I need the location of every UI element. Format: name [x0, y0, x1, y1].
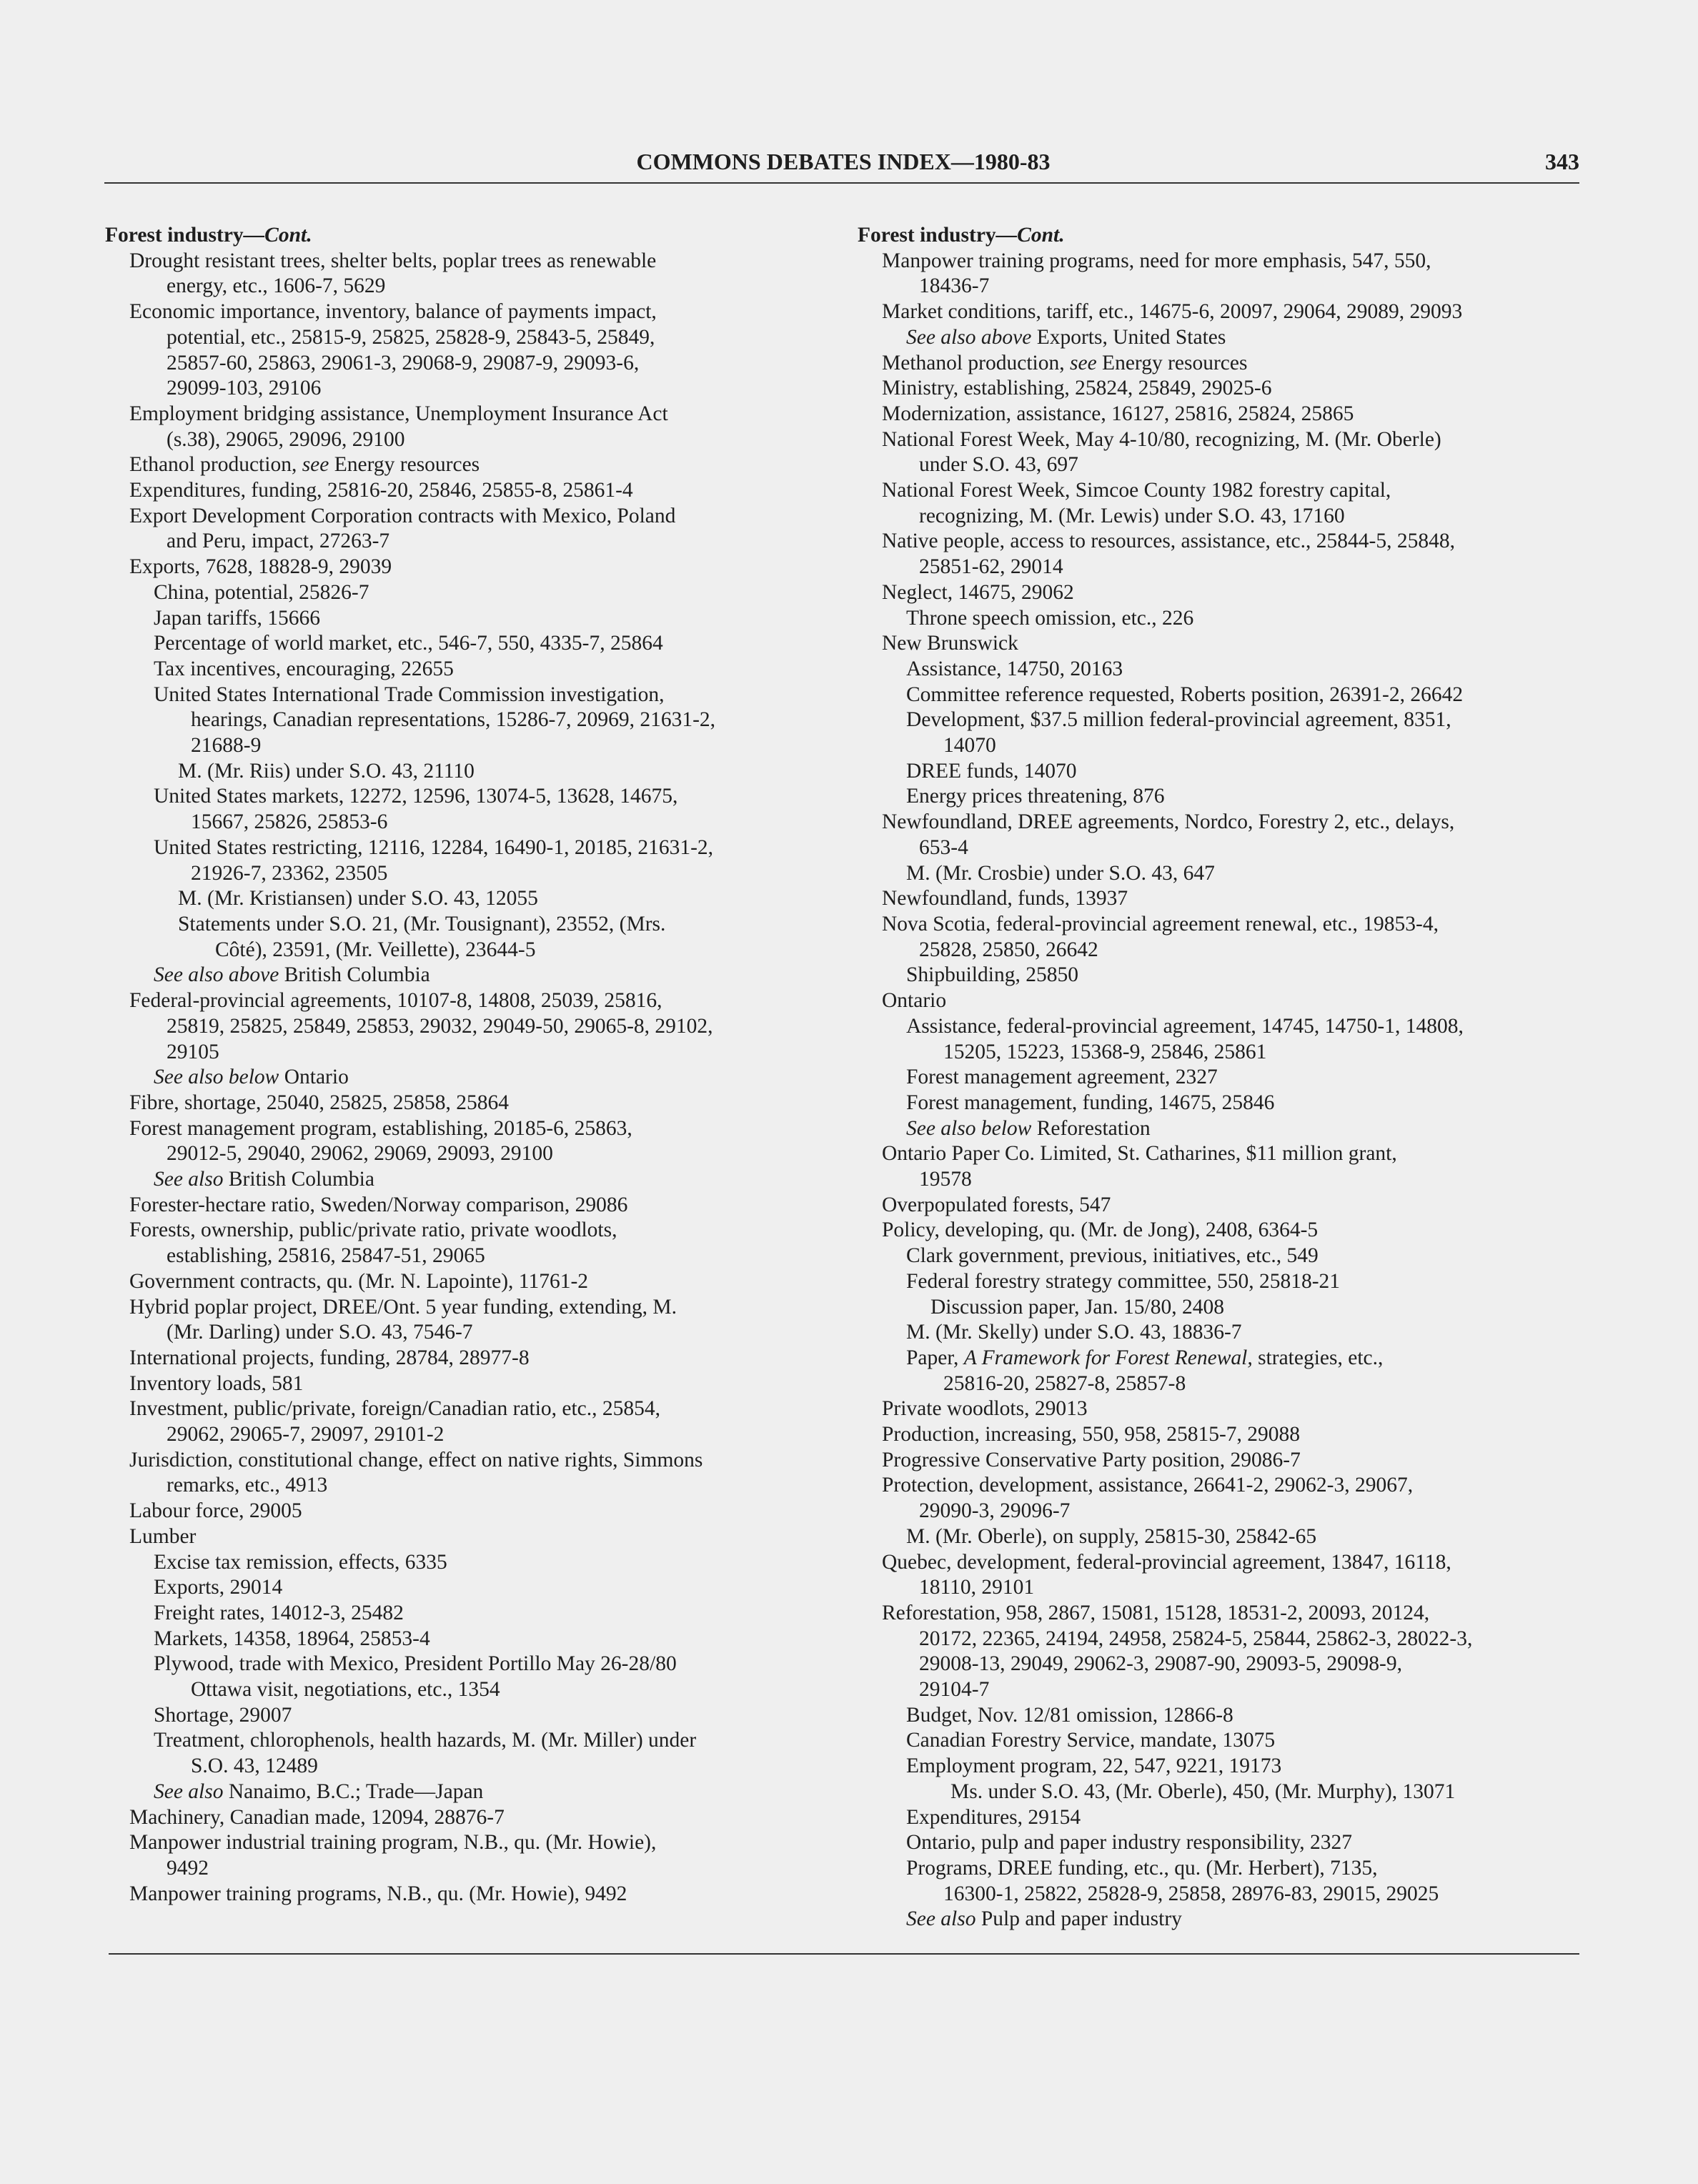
right-index-column	[858, 223, 1583, 1932]
entry-text: Hybrid poplar project, DREE/Ont. 5 year funding, extending, M.	[129, 1295, 677, 1319]
entry-italic-text: See also	[154, 1780, 224, 1803]
index-entry-line	[105, 1550, 834, 1576]
entry-text: Development, $37.5 million federal-provincial agreement, 8351,	[906, 708, 1451, 732]
entry-text: Methanol production,	[882, 351, 1070, 374]
index-entry-line	[105, 938, 834, 963]
entry-text: Statements under S.O. 21, (Mr. Tousignant), 23552, (Mrs.	[178, 912, 666, 935]
index-entry-line	[858, 682, 1583, 708]
entry-text: Protection, development, assistance, 26641-2, 29062-3, 29067,	[882, 1474, 1414, 1497]
index-entry-line	[858, 1065, 1583, 1091]
entry-text: Exports, 7628, 18828-9, 29039	[129, 555, 392, 579]
index-entry-line	[105, 1728, 834, 1754]
index-entry-line	[105, 1014, 834, 1040]
index-entry-line	[858, 1295, 1583, 1321]
entry-text: Production, increasing, 550, 958, 25815-7, 29088	[882, 1423, 1301, 1446]
entry-text: Market conditions, tariff, etc., 14675-6, 20097, 29064, 29089, 29093	[882, 300, 1463, 324]
entry-text: 19578	[919, 1168, 972, 1191]
index-entry-line	[858, 1320, 1583, 1346]
index-entry-line	[858, 1754, 1583, 1780]
entry-text: Manpower training programs, N.B., qu. (Mr. Howie), 9492	[129, 1882, 627, 1905]
index-entry-line	[858, 402, 1583, 427]
entry-italic-text: See also	[906, 1907, 976, 1931]
entry-text: Federal-provincial agreements, 10107-8, 14808, 25039, 25816,	[129, 989, 662, 1013]
index-entry-line	[858, 784, 1583, 810]
entry-text-cont: Ontario	[279, 1066, 349, 1089]
entry-text: 25828, 25850, 26642	[919, 938, 1098, 961]
entry-text: Assistance, 14750, 20163	[906, 657, 1123, 680]
entry-text: Ministry, establishing, 25824, 25849, 29025-6	[882, 377, 1272, 400]
entry-text: DREE funds, 14070	[906, 759, 1077, 783]
entry-italic-text: See also above	[906, 325, 1032, 349]
entry-text: Export Development Corporation contracts with Mexico, Poland	[129, 504, 676, 527]
entry-text: Percentage of world market, etc., 546-7, 550, 4335-7, 25864	[154, 632, 663, 655]
index-entry-line	[858, 657, 1583, 682]
entry-text: Fibre, shortage, 25040, 25825, 25858, 25864	[129, 1091, 509, 1114]
entry-text: recognizing, M. (Mr. Lewis) under S.O. 43, 17160	[919, 504, 1345, 527]
entry-text: China, potential, 25826-7	[154, 580, 369, 604]
entry-text: Energy prices threatening, 876	[906, 785, 1165, 808]
entry-text: 29062, 29065-7, 29097, 29101-2	[167, 1423, 445, 1446]
index-entry-line	[105, 835, 834, 861]
index-entry-line	[105, 580, 834, 606]
index-entry-line	[858, 1550, 1583, 1576]
entry-text: (s.38), 29065, 29096, 29100	[167, 427, 405, 451]
entry-text: M. (Mr. Crosbie) under S.O. 43, 647	[906, 861, 1215, 885]
index-entry-line	[105, 784, 834, 810]
entry-text: Expenditures, 29154	[906, 1805, 1081, 1829]
index-entry-line	[858, 1091, 1583, 1116]
index-entry-line	[858, 1040, 1583, 1066]
index-entry-line	[858, 708, 1583, 733]
entry-text: 18110, 29101	[919, 1576, 1035, 1599]
entry-text: Policy, developing, qu. (Mr. de Jong), 2408, 6364-5	[882, 1218, 1319, 1242]
index-entry-line	[858, 1907, 1583, 1932]
entry-text: Japan tariffs, 15666	[154, 606, 320, 630]
entry-text: Budget, Nov. 12/81 omission, 12866-8	[906, 1703, 1233, 1727]
entry-text: Drought resistant trees, shelter belts, poplar trees as renewable	[129, 249, 657, 272]
index-entry-line	[858, 963, 1583, 988]
index-entry-line	[105, 1269, 834, 1295]
entry-text: Manpower industrial training program, N.B., qu. (Mr. Howie),	[129, 1831, 657, 1855]
index-entry-line	[858, 1652, 1583, 1677]
index-entry-line	[858, 478, 1583, 504]
index-entry-line	[858, 912, 1583, 938]
entry-text: hearings, Canadian representations, 15286-7, 20969, 21631-2,	[191, 708, 716, 732]
entry-text: Native people, access to resources, assistance, etc., 25844-5, 25848,	[882, 530, 1455, 553]
entry-text: 25851-62, 29014	[919, 555, 1063, 579]
entry-text: National Forest Week, Simcoe County 1982 forestry capital,	[882, 479, 1391, 502]
entry-text: 14070	[943, 734, 996, 758]
index-entry-line	[858, 759, 1583, 785]
entry-text: 20172, 22365, 24194, 24958, 25824-5, 25844, 25862-3, 28022-3,	[919, 1627, 1473, 1650]
entry-text: 16300-1, 25822, 25828-9, 25858, 28976-83, 29015, 29025	[943, 1882, 1439, 1905]
entry-italic-text: see	[1070, 351, 1097, 374]
entry-text: Forests, ownership, public/private ratio, private woodlots,	[129, 1218, 617, 1242]
entry-text-cont: Pulp and paper industry	[975, 1907, 1182, 1931]
index-entry-line	[105, 1167, 834, 1193]
entry-text: Forest management agreement, 2327	[906, 1066, 1218, 1089]
entry-text: Employment bridging assistance, Unemployment Insurance Act	[129, 402, 668, 425]
entry-text: energy, etc., 1606-7, 5629	[167, 274, 386, 298]
index-title: COMMONS DEBATES INDEX—1980-83	[636, 149, 1051, 174]
entry-text: Ontario, pulp and paper industry responsibility, 2327	[906, 1831, 1353, 1855]
entry-text: Committee reference requested, Roberts position, 26391-2, 26642	[906, 682, 1464, 706]
entry-text: Excise tax remission, effects, 6335	[154, 1550, 447, 1574]
entry-italic-text: See also	[154, 1168, 224, 1191]
index-entry-line	[858, 1116, 1583, 1142]
index-entry-line	[105, 1295, 834, 1321]
index-entry-line	[858, 1856, 1583, 1882]
entry-text: 15667, 25826, 25853-6	[191, 810, 388, 834]
index-entry-line	[858, 886, 1583, 912]
entry-italic-text: See also below	[906, 1116, 1032, 1140]
entry-text: Manpower training programs, need for more emphasis, 547, 550,	[882, 249, 1431, 272]
entry-text: Treatment, chlorophenols, health hazards, M. (Mr. Miller) under	[154, 1729, 697, 1752]
index-entry-line	[858, 1448, 1583, 1474]
index-entry-line	[105, 376, 834, 402]
entry-text: Reforestation, 958, 2867, 15081, 15128, 18531-2, 20093, 20124,	[882, 1601, 1430, 1624]
index-entry-line	[858, 1167, 1583, 1193]
entry-text: Ontario	[882, 989, 947, 1013]
index-entry-line	[105, 1524, 834, 1550]
index-entry-line	[105, 529, 834, 555]
index-entry-line	[105, 1091, 834, 1116]
page-header	[107, 149, 1579, 184]
index-entry-line	[105, 1830, 834, 1856]
entry-text: Modernization, assistance, 16127, 25816, 25824, 25865	[882, 402, 1354, 425]
entry-text: 653-4	[919, 835, 968, 859]
index-entry-line	[858, 1499, 1583, 1524]
index-entry-line	[105, 402, 834, 427]
index-entry-line	[858, 810, 1583, 835]
entry-text: 25857-60, 25863, 29061-3, 29068-9, 29087-9, 29093-6,	[167, 351, 640, 374]
entry-text: Clark government, previous, initiatives, etc., 549	[906, 1244, 1319, 1268]
entry-text-cont: Energy resources	[329, 453, 480, 477]
entry-italic-text: —Cont.	[243, 224, 312, 247]
entry-text-cont: strategies, etc.,	[1252, 1346, 1384, 1369]
index-entry-line	[858, 1269, 1583, 1295]
entry-text: Labour force, 29005	[129, 1499, 302, 1523]
index-entry-line	[105, 708, 834, 733]
index-entry-line	[858, 1141, 1583, 1167]
index-entry-line	[105, 1448, 834, 1474]
entry-text: Shortage, 29007	[154, 1703, 292, 1727]
entry-text: Forest management program, establishing, 20185-6, 25863,	[129, 1116, 632, 1140]
index-heading	[105, 223, 834, 249]
entry-text: Inventory loads, 581	[129, 1371, 304, 1395]
index-entry-line	[858, 504, 1583, 530]
index-entry-line	[105, 325, 834, 351]
index-entry-line	[105, 1652, 834, 1677]
index-entry-line	[105, 1065, 834, 1091]
index-entry-line	[105, 1677, 834, 1703]
footer-rule	[109, 1953, 1579, 1955]
index-entry-line	[858, 1780, 1583, 1805]
entry-italic-text: See also above	[154, 963, 279, 987]
index-entry-line	[105, 1780, 834, 1805]
index-entry-line	[858, 249, 1583, 274]
entry-text: potential, etc., 25815-9, 25825, 25828-9, 25843-5, 25849,	[167, 325, 655, 349]
index-entry-line	[858, 1830, 1583, 1856]
index-entry-line	[858, 1244, 1583, 1269]
entry-text: Progressive Conservative Party position, 29086-7	[882, 1448, 1301, 1471]
index-entry-line	[105, 1371, 834, 1397]
entry-text: 25816-20, 25827-8, 25857-8	[943, 1371, 1186, 1395]
entry-text: United States International Trade Commission investigation,	[154, 682, 665, 706]
entry-text: Newfoundland, funds, 13937	[882, 887, 1128, 910]
entry-text: Ottawa visit, negotiations, etc., 1354	[191, 1678, 500, 1702]
entry-text: 9492	[167, 1857, 209, 1880]
index-entry-line	[105, 733, 834, 759]
entry-text: 25819, 25825, 25849, 25853, 29032, 29049-50, 29065-8, 29102,	[167, 1014, 713, 1038]
index-entry-line	[105, 1856, 834, 1882]
entry-text: Markets, 14358, 18964, 25853-4	[154, 1627, 430, 1650]
index-entry-line	[105, 988, 834, 1014]
index-heading	[858, 223, 1583, 249]
entry-text: Discussion paper, Jan. 15/80, 2408	[930, 1295, 1224, 1319]
entry-text: Tax incentives, encouraging, 22655	[154, 657, 454, 680]
entry-text: Jurisdiction, constitutional change, effect on native rights, Simmons	[129, 1448, 703, 1471]
entry-text: Throne speech omission, etc., 226	[906, 606, 1194, 630]
index-entry-line	[858, 1627, 1583, 1652]
index-entry-line	[105, 1346, 834, 1371]
index-entry-line	[858, 1805, 1583, 1831]
index-entry-line	[858, 1422, 1583, 1448]
entry-text: 21688-9	[191, 734, 262, 758]
entry-text: 29104-7	[919, 1678, 990, 1702]
index-entry-line	[858, 835, 1583, 861]
entry-italic-text: See also below	[154, 1066, 279, 1089]
index-entry-line	[858, 580, 1583, 606]
entry-text: International projects, funding, 28784, 28977-8	[129, 1346, 530, 1369]
entry-text-cont: British Columbia	[279, 963, 430, 987]
index-entry-line	[858, 1473, 1583, 1499]
index-entry-line	[858, 1218, 1583, 1244]
entry-text: M. (Mr. Skelly) under S.O. 43, 18836-7	[906, 1321, 1242, 1344]
entry-text: and Peru, impact, 27263-7	[167, 530, 390, 553]
index-entry-line	[858, 1703, 1583, 1729]
entry-text: Forester-hectare ratio, Sweden/Norway comparison, 29086	[129, 1193, 628, 1216]
index-entry-line	[858, 1193, 1583, 1218]
index-entry-line	[858, 1014, 1583, 1040]
index-entry-line	[105, 1703, 834, 1729]
entry-text: United States restricting, 12116, 12284, 16490-1, 20185, 21631-2,	[154, 835, 714, 859]
entry-text: Ms. under S.O. 43, (Mr. Oberle), 450, (Mr. Murphy), 13071	[950, 1780, 1456, 1803]
index-entry-line	[105, 1422, 834, 1448]
entry-text: Nova Scotia, federal-provincial agreement renewal, etc., 19853-4,	[882, 912, 1439, 935]
index-entry-line	[858, 351, 1583, 377]
index-entry-line	[105, 1193, 834, 1218]
entry-text: M. (Mr. Oberle), on supply, 25815-30, 25842-65	[906, 1524, 1317, 1548]
index-entry-line	[105, 555, 834, 580]
entry-text: Programs, DREE funding, etc., qu. (Mr. Herbert), 7135,	[906, 1857, 1378, 1880]
entry-text: Overpopulated forests, 547	[882, 1193, 1111, 1216]
entry-text: Forest industry	[858, 224, 996, 247]
index-entry-line	[858, 631, 1583, 657]
index-entry-line	[105, 606, 834, 632]
index-entry-line	[105, 759, 834, 785]
index-entry-line	[858, 1728, 1583, 1754]
entry-text: 29105	[167, 1040, 219, 1063]
index-entry-line	[105, 1141, 834, 1167]
index-entry-line	[858, 1575, 1583, 1601]
entry-text: S.O. 43, 12489	[191, 1754, 318, 1778]
index-entry-line	[858, 861, 1583, 887]
entry-text: Quebec, development, federal-provincial agreement, 13847, 16118,	[882, 1550, 1451, 1574]
index-entry-line	[858, 938, 1583, 963]
index-entry-line	[858, 606, 1583, 632]
entry-text: New Brunswick	[882, 632, 1018, 655]
index-entry-line	[105, 452, 834, 478]
entry-text: Economic importance, inventory, balance of payments impact,	[129, 300, 657, 324]
entry-text: remarks, etc., 4913	[167, 1474, 328, 1497]
index-entry-line	[858, 1524, 1583, 1550]
index-entry-line	[105, 1754, 834, 1780]
entry-text: 29090-3, 29096-7	[919, 1499, 1071, 1523]
entry-text: Canadian Forestry Service, mandate, 13075	[906, 1729, 1276, 1752]
entry-text: Freight rates, 14012-3, 25482	[154, 1601, 404, 1624]
index-entry-line	[105, 963, 834, 988]
index-entry-line	[105, 1320, 834, 1346]
entry-text: 15205, 15223, 15368-9, 25846, 25861	[943, 1040, 1267, 1063]
entry-text: 18436-7	[919, 274, 990, 298]
index-entry-line	[858, 427, 1583, 453]
entry-text: Shipbuilding, 25850	[906, 963, 1078, 987]
entry-italic-text: —Cont.	[996, 224, 1065, 247]
index-entry-line	[105, 657, 834, 682]
entry-text: under S.O. 43, 697	[919, 453, 1078, 477]
index-entry-line	[858, 1677, 1583, 1703]
left-index-column	[105, 223, 834, 1907]
entry-text-cont: Energy resources	[1096, 351, 1248, 374]
entry-text: 29008-13, 29049, 29062-3, 29087-90, 29093-5, 29098-9,	[919, 1652, 1402, 1676]
entry-text: Government contracts, qu. (Mr. N. Lapointe), 11761-2	[129, 1269, 589, 1293]
entry-text: Federal forestry strategy committee, 550, 25818-21	[906, 1269, 1341, 1293]
header-rule	[104, 182, 1579, 184]
index-entry-line	[105, 912, 834, 938]
entry-text: Machinery, Canadian made, 12094, 28876-7	[129, 1805, 505, 1829]
index-entry-line	[105, 1575, 834, 1601]
entry-italic-text: A Framework for Forest Renewal,	[963, 1346, 1253, 1369]
entry-text: Assistance, federal-provincial agreement, 14745, 14750-1, 14808,	[906, 1014, 1464, 1038]
index-entry-line	[858, 452, 1583, 478]
index-entry-line	[858, 274, 1583, 299]
entry-text: Ethanol production,	[129, 453, 302, 477]
index-entry-line	[858, 1371, 1583, 1397]
index-entry-line	[858, 1396, 1583, 1422]
index-entry-line	[105, 1244, 834, 1269]
entry-text: Côté), 23591, (Mr. Veillette), 23644-5	[215, 938, 536, 961]
index-entry-line	[105, 1882, 834, 1907]
index-entry-line	[858, 1882, 1583, 1907]
index-entry-line	[858, 1601, 1583, 1627]
index-entry-line	[105, 631, 834, 657]
index-entry-line	[105, 810, 834, 835]
index-entry-line	[105, 504, 834, 530]
entry-text: Private woodlots, 29013	[882, 1397, 1088, 1421]
entry-text: Exports, 29014	[154, 1576, 283, 1599]
entry-text-cont: Nanaimo, B.C.; Trade—Japan	[223, 1780, 484, 1803]
index-entry-line	[105, 478, 834, 504]
index-entry-line	[858, 555, 1583, 580]
entry-text: 29012-5, 29040, 29062, 29069, 29093, 29100	[167, 1142, 553, 1166]
entry-text: 21926-7, 23362, 23505	[191, 861, 388, 885]
entry-text: United States markets, 12272, 12596, 13074-5, 13628, 14675,	[154, 785, 678, 808]
index-entry-line	[105, 1396, 834, 1422]
entry-text-cont: Reforestation	[1031, 1116, 1151, 1140]
entry-text: Plywood, trade with Mexico, President Portillo May 26-28/80	[154, 1652, 677, 1676]
index-entry-line	[105, 1473, 834, 1499]
index-entry-line	[105, 249, 834, 274]
index-entry-line	[105, 274, 834, 299]
index-entry-line	[105, 886, 834, 912]
entry-text: Forest industry	[105, 224, 244, 247]
entry-text: establishing, 25816, 25847-51, 29065	[167, 1244, 485, 1268]
index-entry-line	[105, 682, 834, 708]
index-entry-line	[105, 299, 834, 325]
entry-text: Investment, public/private, foreign/Canadian ratio, etc., 25854,	[129, 1397, 661, 1421]
entry-text: Lumber	[129, 1524, 197, 1548]
page-number: 343	[1545, 149, 1579, 174]
index-entry-line	[105, 1040, 834, 1066]
entry-text-cont: Exports, United States	[1031, 325, 1226, 349]
index-entry-line	[858, 529, 1583, 555]
index-entry-line	[105, 1601, 834, 1627]
index-entry-line	[105, 427, 834, 453]
entry-text: M. (Mr. Riis) under S.O. 43, 21110	[178, 759, 475, 783]
entry-text-cont: British Columbia	[223, 1168, 374, 1191]
index-entry-line	[105, 1805, 834, 1831]
index-entry-line	[105, 1218, 834, 1244]
entry-text: Expenditures, funding, 25816-20, 25846, 25855-8, 25861-4	[129, 479, 633, 502]
index-entry-line	[105, 1499, 834, 1524]
index-entry-line	[105, 351, 834, 377]
index-entry-line	[858, 988, 1583, 1014]
entry-text: Forest management, funding, 14675, 25846	[906, 1091, 1275, 1114]
index-entry-line	[105, 1627, 834, 1652]
index-entry-line	[858, 376, 1583, 402]
index-entry-line	[858, 733, 1583, 759]
index-entry-line	[858, 325, 1583, 351]
entry-text: 29099-103, 29106	[167, 377, 322, 400]
entry-text: Paper,	[906, 1346, 964, 1369]
index-entry-line	[105, 861, 834, 887]
entry-text: Ontario Paper Co. Limited, St. Catharines, $11 million grant,	[882, 1142, 1397, 1166]
entry-text: Employment program, 22, 547, 9221, 19173	[906, 1754, 1282, 1778]
entry-text: Newfoundland, DREE agreements, Nordco, Forestry 2, etc., delays,	[882, 810, 1455, 834]
entry-italic-text: see	[302, 453, 329, 477]
entry-text: National Forest Week, May 4-10/80, recognizing, M. (Mr. Oberle)	[882, 427, 1441, 451]
index-entry-line	[858, 1346, 1583, 1371]
index-entry-line	[105, 1116, 834, 1142]
index-entry-line	[858, 299, 1583, 325]
entry-text: (Mr. Darling) under S.O. 43, 7546-7	[167, 1321, 473, 1344]
entry-text: M. (Mr. Kristiansen) under S.O. 43, 12055	[178, 887, 538, 910]
entry-text: Neglect, 14675, 29062	[882, 580, 1074, 604]
